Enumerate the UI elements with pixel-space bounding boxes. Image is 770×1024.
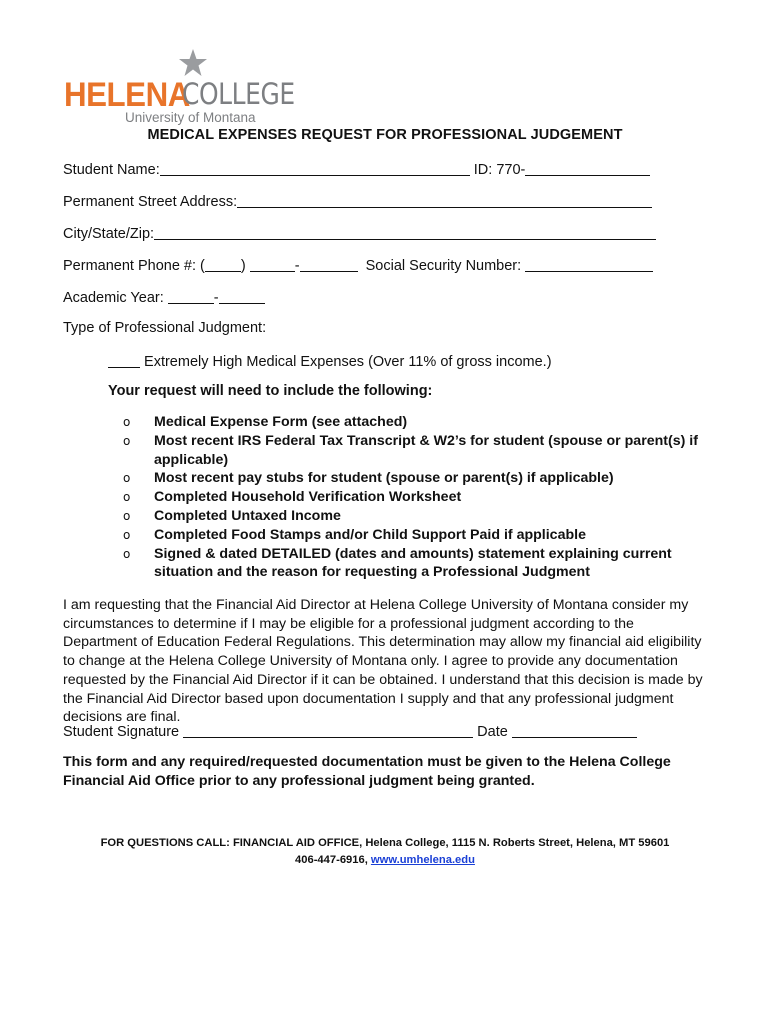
date-label: Date — [473, 724, 512, 740]
academic-year-dash: - — [213, 290, 219, 306]
final-notice: This form and any required/requested documentation must be given to the Helena College Financial Aid Office prior to any professional judgment being granted. — [63, 754, 671, 789]
city-field[interactable] — [154, 224, 656, 240]
student-name-label: Student Name: — [63, 162, 160, 178]
academic-year-end-field[interactable] — [219, 288, 265, 304]
student-name-field[interactable] — [160, 160, 470, 176]
student-name-row — [63, 160, 650, 178]
footer-phone: 406-447-6916, — [295, 854, 371, 866]
phone-prefix-field[interactable] — [250, 256, 295, 272]
request-statement: I am requesting that the Financial Aid Director at Helena College University of Montana consider my circumstances to determine if I may be eligible for a professional judgment according to the Department of Education Federal Regulations. This determination may allow my financial aid eligibility to change at the Helena College University of Montana only. I agree to provide any documentation requested by the Financial Aid Director if it can be obtained. I understand that this decision is made by the Financial Aid Director based upon documentation I supply and that any professional judgment decisions are final. — [63, 597, 703, 726]
list-item: o Most recent pay stubs for student (spouse or parent(s) if applicable) — [123, 470, 614, 487]
option-row — [108, 352, 552, 370]
option-checkbox-line[interactable] — [108, 352, 140, 368]
bullet-icon: o — [123, 490, 131, 505]
logo-name-primary: HELENA — [64, 76, 190, 114]
bullet-icon: o — [123, 433, 131, 448]
bullet-icon: o — [123, 546, 131, 561]
list-item: o Most recent IRS Federal Tax Transcript & W2’s for student (spouse or parent(s) if applicable) — [123, 432, 698, 468]
list-item: o Signed & dated DETAILED (dates and amounts) statement explaining current situation and the reason for requesting a Professional Judgment — [123, 545, 672, 581]
list-item: o Completed Untaxed Income — [123, 507, 341, 524]
star-icon — [178, 48, 208, 78]
bullet-icon: o — [123, 527, 131, 542]
list-item: o Medical Expense Form (see attached) — [123, 414, 408, 430]
street-label: Permanent Street Address: — [63, 194, 238, 210]
academic-year-start-field[interactable] — [168, 288, 214, 304]
footer-contact: FOR QUESTIONS CALL: FINANCIAL AID OFFICE, Helena College, 1115 N. Roberts Street, Helena, MT 59601 — [100, 837, 670, 849]
bullet-icon: o — [123, 508, 131, 523]
signature-label: Student Signature — [63, 724, 184, 740]
bullet-icon: o — [123, 415, 131, 429]
helena-college-logo — [64, 44, 294, 126]
type-label: Type of Professional Judgment: — [63, 320, 267, 336]
ssn-label: Social Security Number: — [365, 258, 526, 274]
academic-year-label: Academic Year: — [63, 290, 168, 306]
form-title: MEDICAL EXPENSES REQUEST FOR PROFESSIONAL JUDGEMENT — [147, 127, 623, 143]
phone-label: Permanent Phone #: ( — [63, 258, 205, 274]
logo-subtitle: University of Montana — [125, 110, 256, 125]
date-field[interactable] — [512, 722, 637, 738]
list-item: o Completed Food Stamps and/or Child Support Paid if applicable — [123, 526, 586, 543]
list-item: o Completed Household Verification Worksheet — [123, 489, 462, 506]
phone-area-field[interactable] — [205, 256, 241, 272]
phone-mid: ) — [240, 258, 250, 274]
phone-dash: - — [294, 258, 300, 274]
option-label: Extremely High Medical Expenses (Over 11% of gross income.) — [140, 354, 552, 370]
street-row — [63, 192, 652, 210]
phone-row — [63, 256, 653, 274]
phone-line-field[interactable] — [300, 256, 358, 272]
footer-phone-row — [0, 852, 770, 869]
logo-name-secondary: COLLEGE — [182, 77, 295, 111]
city-label: City/State/Zip: — [63, 226, 155, 242]
id-label: ID: 770- — [473, 162, 526, 178]
id-field[interactable] — [525, 160, 650, 176]
signature-row — [63, 722, 637, 740]
academic-year-row — [63, 288, 265, 306]
requirements-list — [123, 413, 723, 582]
signature-field[interactable] — [183, 722, 473, 738]
ssn-field[interactable] — [525, 256, 653, 272]
website-link[interactable]: www.umhelena.edu — [370, 854, 475, 866]
requirements-heading: Your request will need to include the following: — [108, 383, 433, 399]
bullet-icon: o — [123, 471, 131, 486]
city-row — [63, 224, 656, 242]
footer — [0, 835, 770, 869]
street-field[interactable] — [237, 192, 652, 208]
